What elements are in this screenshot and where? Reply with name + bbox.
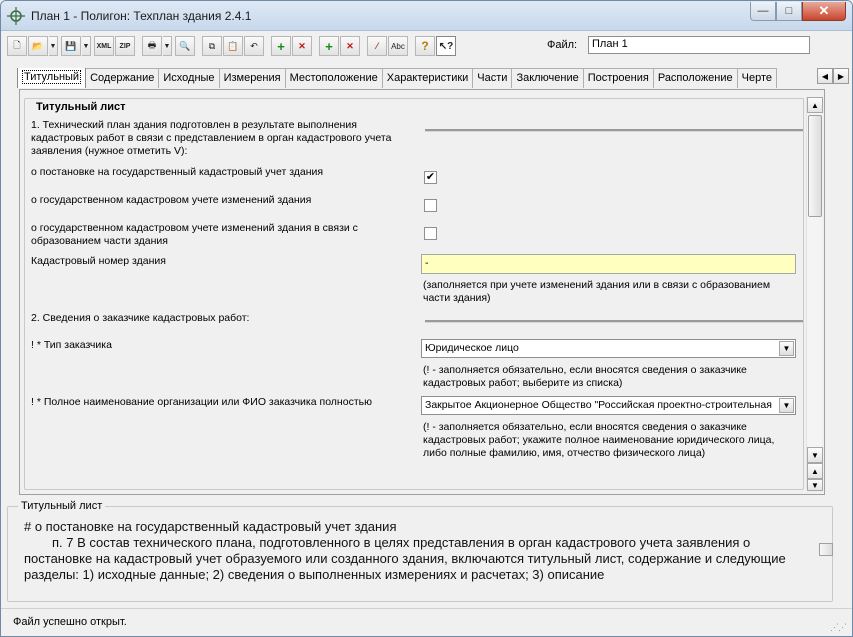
section-2-divider xyxy=(425,320,803,323)
context-help-icon[interactable]: ↖? xyxy=(436,36,456,56)
option-changes-checkbox[interactable] xyxy=(424,199,437,212)
window-controls xyxy=(750,2,846,22)
spellcheck-icon[interactable]: Abc xyxy=(388,36,408,56)
help-panel xyxy=(7,500,833,602)
tab-right-arrow-icon[interactable]: ▶ xyxy=(833,68,849,84)
title-bar[interactable] xyxy=(1,1,852,31)
add-row-icon[interactable]: + xyxy=(271,36,291,56)
help-scroll-thumb[interactable] xyxy=(819,543,833,556)
tab-placement[interactable]: Расположение xyxy=(653,68,738,88)
undo-icon[interactable]: ↶ xyxy=(244,36,264,56)
tab-title-page-label: Титульный xyxy=(24,71,80,83)
minimize-button[interactable]: — xyxy=(750,2,776,21)
customer-name-label: ! * Полное наименование организации или ФИО заказчика полностью xyxy=(31,396,372,408)
title-page-group xyxy=(24,98,804,490)
option-changes-label: о государственном кадастровом учете изменений здания xyxy=(31,194,312,206)
scroll-page-down-icon[interactable]: ▼ xyxy=(807,479,823,491)
save-icon[interactable]: 💾 xyxy=(61,36,81,56)
magic-wand-icon[interactable]: ⁄ xyxy=(367,36,387,56)
section-1-label: 1. Технический план здания подготовлен в результате выполнения кадастровых работ в связи с представлением в орган кадастрового учета заявления (нужное отметить V): xyxy=(31,119,392,157)
tab-location[interactable]: Местоположение xyxy=(285,68,383,88)
option-registration-checkbox[interactable]: ✔ xyxy=(425,171,436,183)
delete-item-icon[interactable]: ✕ xyxy=(340,36,360,56)
app-crosshair-icon xyxy=(7,7,25,25)
tab-measurements[interactable]: Измерения xyxy=(219,68,286,88)
scroll-down-icon[interactable]: ▼ xyxy=(807,447,823,463)
tab-parts[interactable]: Части xyxy=(472,68,512,88)
title-page-panel xyxy=(19,89,825,495)
new-document-icon[interactable]: 🗋 xyxy=(7,36,27,56)
file-name-field[interactable]: План 1 xyxy=(588,36,810,54)
customer-name-select[interactable] xyxy=(421,396,796,415)
window-title: План 1 - Полигон: Техплан здания 2.4.1 xyxy=(31,9,252,23)
tab-contents[interactable]: Содержание xyxy=(85,68,159,88)
scroll-up-icon[interactable]: ▲ xyxy=(807,97,823,113)
group-title: Титульный лист xyxy=(33,101,129,113)
print-dropdown-icon[interactable]: ▼ xyxy=(163,36,172,56)
scroll-page-up-icon[interactable]: ▲ xyxy=(807,463,823,479)
help-icon[interactable]: ? xyxy=(415,36,435,56)
customer-type-value: Юридическое лицо xyxy=(425,342,519,354)
customer-name-value: Закрытое Акционерное Общество "Российская проектно-строительная xyxy=(425,399,772,411)
option-registration-label: о постановке на государственный кадастровый учет здания xyxy=(31,166,324,178)
save-dropdown-icon[interactable]: ▼ xyxy=(82,36,91,56)
cadastral-number-label: Кадастровый номер здания xyxy=(31,255,166,267)
paste-icon[interactable]: 📋 xyxy=(223,36,243,56)
customer-name-hint: (! - заполняется обязательно, если вносятся сведения о заказчике кадастровых работ; укажите полное наименование юридического лица, либо полные фамилию, имя, отчество физического лица) xyxy=(423,421,775,459)
form-scrollbar[interactable] xyxy=(806,97,822,489)
tab-source[interactable]: Исходные xyxy=(158,68,219,88)
chevron-down-icon[interactable]: ▼ xyxy=(779,341,794,356)
open-folder-icon[interactable]: 📂 xyxy=(28,36,48,56)
status-bar xyxy=(1,608,852,637)
section-1-divider xyxy=(425,129,803,132)
scroll-thumb[interactable] xyxy=(808,115,822,217)
print-icon[interactable]: 🖶 xyxy=(142,36,162,56)
customer-type-select[interactable] xyxy=(421,339,796,358)
copy-icon[interactable]: ⧉ xyxy=(202,36,222,56)
close-button[interactable]: ✕ xyxy=(802,2,846,21)
tab-left-arrow-icon[interactable]: ◀ xyxy=(817,68,833,84)
toolbar xyxy=(7,34,457,58)
cadastral-number-input[interactable]: - xyxy=(421,254,796,274)
section-2-label: 2. Сведения о заказчике кадастровых работ: xyxy=(31,312,250,324)
delete-row-icon[interactable]: ✕ xyxy=(292,36,312,56)
help-paragraph: п. 7 В состав технического плана, подготовленного в целях представления в орган кадастрового учета заявления о постановке на кадастровый учет образуемого или созданного здания, включаются титульный лист, содержание и следующие разделы: 1) исходные данные; 2) сведения о выполненных измерениях и расчетах; 3) описание xyxy=(24,535,786,582)
help-title: Титульный лист xyxy=(18,500,105,512)
tab-drawings[interactable]: Черте xyxy=(737,68,777,88)
customer-type-hint: (! - заполняется обязательно, если вносятся сведения о заказчике кадастровых работ; выберите из списка) xyxy=(423,364,747,389)
chevron-down-icon[interactable]: ▼ xyxy=(779,398,794,413)
resize-grip-icon[interactable]: ⋰⋰ xyxy=(830,622,846,632)
tab-conclusion[interactable]: Заключение xyxy=(511,68,583,88)
xml-export-icon[interactable]: XML xyxy=(96,42,112,50)
status-text: Файл успешно открыт. xyxy=(13,616,127,628)
tab-scroll-arrows xyxy=(817,68,849,84)
tab-strip xyxy=(17,68,817,88)
tab-title-page[interactable] xyxy=(17,68,86,88)
option-part-checkbox[interactable] xyxy=(424,227,437,240)
customer-type-label: ! * Тип заказчика xyxy=(31,339,112,351)
add-item-icon[interactable]: + xyxy=(319,36,339,56)
open-dropdown-icon[interactable]: ▼ xyxy=(49,36,58,56)
help-heading: # о постановке на государственный кадастровый учет здания xyxy=(24,519,397,534)
zip-export-icon[interactable]: ZIP xyxy=(119,42,131,50)
maximize-button[interactable]: □ xyxy=(776,2,802,21)
help-text xyxy=(24,519,814,583)
tab-characteristics[interactable]: Характеристики xyxy=(382,68,474,88)
file-label: Файл: xyxy=(547,39,578,51)
tab-constructions[interactable]: Построения xyxy=(583,68,654,88)
cadastral-number-hint: (заполняется при учете изменений здания или в связи с образованием части здания) xyxy=(423,279,771,304)
option-part-label: о государственном кадастровом учете изменений здания в связи с образованием части здания xyxy=(31,222,358,247)
print-preview-icon[interactable]: 🔍 xyxy=(175,36,195,56)
